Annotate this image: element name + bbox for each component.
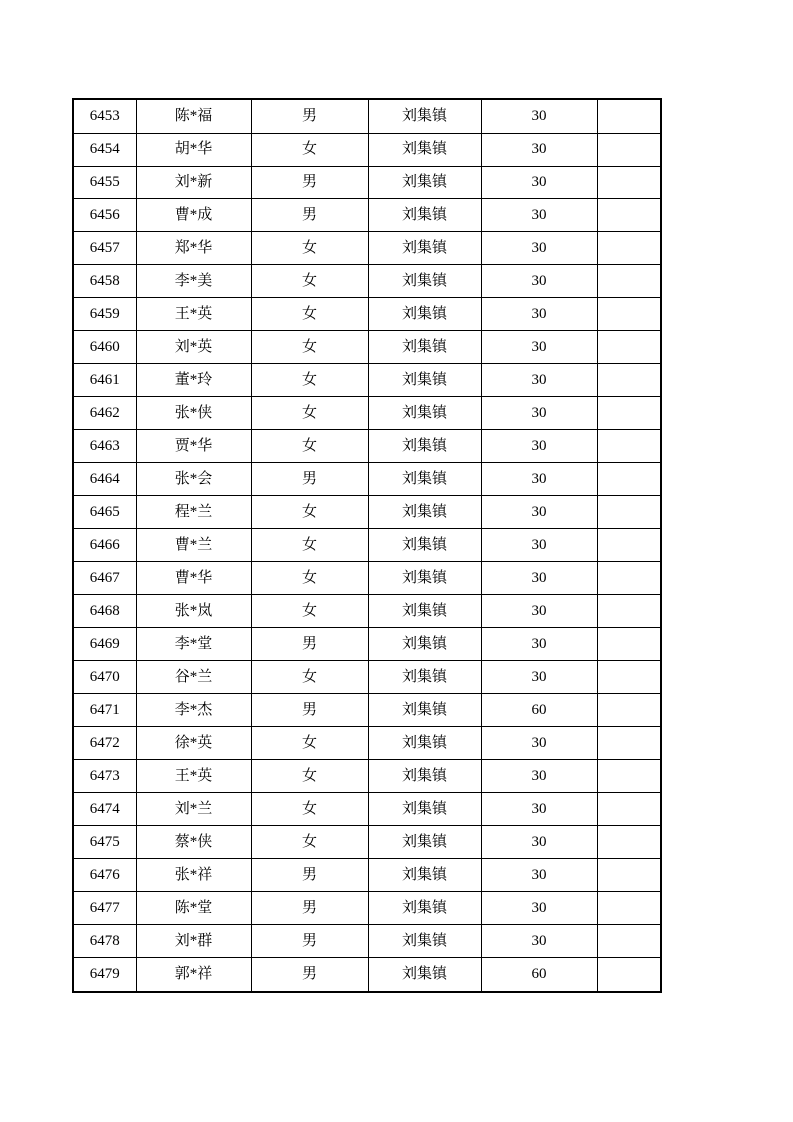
cell-blank — [597, 430, 661, 463]
cell-town: 刘集镇 — [368, 265, 481, 298]
cell-amount: 30 — [481, 628, 597, 661]
cell-amount: 30 — [481, 265, 597, 298]
cell-town: 刘集镇 — [368, 925, 481, 958]
cell-name: 谷*兰 — [136, 661, 251, 694]
roster-body — [73, 99, 661, 992]
cell-blank — [597, 331, 661, 364]
cell-amount: 30 — [481, 232, 597, 265]
cell-town: 刘集镇 — [368, 760, 481, 793]
table-row — [73, 595, 661, 628]
cell-blank — [597, 925, 661, 958]
cell-amount: 30 — [481, 298, 597, 331]
cell-blank — [597, 529, 661, 562]
cell-town: 刘集镇 — [368, 463, 481, 496]
cell-amount: 30 — [481, 397, 597, 430]
cell-serial: 6475 — [73, 826, 136, 859]
cell-town: 刘集镇 — [368, 397, 481, 430]
cell-blank — [597, 958, 661, 992]
cell-amount: 30 — [481, 661, 597, 694]
cell-amount: 30 — [481, 496, 597, 529]
cell-serial: 6472 — [73, 727, 136, 760]
cell-gender: 女 — [251, 397, 368, 430]
cell-blank — [597, 232, 661, 265]
cell-serial: 6466 — [73, 529, 136, 562]
cell-serial: 6458 — [73, 265, 136, 298]
cell-gender: 女 — [251, 298, 368, 331]
cell-blank — [597, 166, 661, 199]
cell-blank — [597, 364, 661, 397]
cell-amount: 30 — [481, 529, 597, 562]
table-row — [73, 727, 661, 760]
cell-town: 刘集镇 — [368, 562, 481, 595]
cell-gender: 女 — [251, 727, 368, 760]
cell-gender: 女 — [251, 496, 368, 529]
cell-gender: 女 — [251, 331, 368, 364]
cell-town: 刘集镇 — [368, 826, 481, 859]
cell-town: 刘集镇 — [368, 628, 481, 661]
cell-amount: 30 — [481, 892, 597, 925]
cell-name: 李*堂 — [136, 628, 251, 661]
cell-name: 董*玲 — [136, 364, 251, 397]
cell-name: 贾*华 — [136, 430, 251, 463]
table-row — [73, 793, 661, 826]
cell-name: 蔡*侠 — [136, 826, 251, 859]
cell-name: 胡*华 — [136, 133, 251, 166]
table-row — [73, 826, 661, 859]
cell-gender: 女 — [251, 430, 368, 463]
cell-serial: 6467 — [73, 562, 136, 595]
cell-serial: 6457 — [73, 232, 136, 265]
cell-serial: 6479 — [73, 958, 136, 992]
cell-name: 程*兰 — [136, 496, 251, 529]
table-row — [73, 562, 661, 595]
cell-amount: 30 — [481, 331, 597, 364]
cell-gender: 男 — [251, 99, 368, 133]
cell-amount: 30 — [481, 430, 597, 463]
cell-gender: 男 — [251, 925, 368, 958]
cell-name: 张*祥 — [136, 859, 251, 892]
cell-serial: 6470 — [73, 661, 136, 694]
cell-name: 曹*华 — [136, 562, 251, 595]
cell-amount: 30 — [481, 859, 597, 892]
cell-name: 刘*群 — [136, 925, 251, 958]
cell-blank — [597, 595, 661, 628]
cell-gender: 男 — [251, 694, 368, 727]
table-row — [73, 331, 661, 364]
cell-gender: 男 — [251, 166, 368, 199]
cell-gender: 女 — [251, 760, 368, 793]
table-row — [73, 760, 661, 793]
table-row — [73, 694, 661, 727]
cell-serial: 6471 — [73, 694, 136, 727]
cell-name: 郑*华 — [136, 232, 251, 265]
cell-name: 曹*兰 — [136, 529, 251, 562]
cell-town: 刘集镇 — [368, 958, 481, 992]
cell-gender: 女 — [251, 793, 368, 826]
cell-serial: 6476 — [73, 859, 136, 892]
cell-town: 刘集镇 — [368, 727, 481, 760]
cell-town: 刘集镇 — [368, 793, 481, 826]
table-row — [73, 628, 661, 661]
cell-town: 刘集镇 — [368, 661, 481, 694]
cell-gender: 男 — [251, 463, 368, 496]
cell-amount: 30 — [481, 562, 597, 595]
roster-table — [72, 98, 662, 993]
cell-amount: 30 — [481, 727, 597, 760]
cell-name: 陈*堂 — [136, 892, 251, 925]
cell-name: 王*英 — [136, 760, 251, 793]
cell-blank — [597, 760, 661, 793]
cell-name: 曹*成 — [136, 199, 251, 232]
cell-name: 陈*福 — [136, 99, 251, 133]
cell-town: 刘集镇 — [368, 529, 481, 562]
cell-amount: 30 — [481, 199, 597, 232]
table-row — [73, 430, 661, 463]
cell-amount: 30 — [481, 595, 597, 628]
cell-blank — [597, 463, 661, 496]
cell-town: 刘集镇 — [368, 199, 481, 232]
cell-blank — [597, 298, 661, 331]
cell-blank — [597, 628, 661, 661]
cell-town: 刘集镇 — [368, 694, 481, 727]
cell-gender: 男 — [251, 199, 368, 232]
table-row — [73, 166, 661, 199]
cell-blank — [597, 892, 661, 925]
cell-blank — [597, 397, 661, 430]
cell-name: 刘*英 — [136, 331, 251, 364]
table-row — [73, 463, 661, 496]
cell-serial: 6463 — [73, 430, 136, 463]
cell-name: 张*岚 — [136, 595, 251, 628]
cell-amount: 30 — [481, 364, 597, 397]
cell-blank — [597, 99, 661, 133]
cell-town: 刘集镇 — [368, 430, 481, 463]
cell-town: 刘集镇 — [368, 496, 481, 529]
cell-gender: 女 — [251, 364, 368, 397]
cell-blank — [597, 694, 661, 727]
table-row — [73, 529, 661, 562]
table-row — [73, 232, 661, 265]
cell-blank — [597, 859, 661, 892]
table-row — [73, 661, 661, 694]
cell-gender: 女 — [251, 232, 368, 265]
cell-amount: 30 — [481, 826, 597, 859]
cell-blank — [597, 199, 661, 232]
cell-amount: 60 — [481, 694, 597, 727]
cell-serial: 6464 — [73, 463, 136, 496]
cell-town: 刘集镇 — [368, 99, 481, 133]
cell-serial: 6462 — [73, 397, 136, 430]
cell-town: 刘集镇 — [368, 892, 481, 925]
cell-name: 刘*兰 — [136, 793, 251, 826]
cell-gender: 男 — [251, 859, 368, 892]
cell-gender: 男 — [251, 628, 368, 661]
cell-blank — [597, 727, 661, 760]
cell-amount: 30 — [481, 793, 597, 826]
cell-amount: 60 — [481, 958, 597, 992]
cell-name: 郭*祥 — [136, 958, 251, 992]
cell-blank — [597, 496, 661, 529]
table-row — [73, 925, 661, 958]
cell-amount: 30 — [481, 133, 597, 166]
cell-amount: 30 — [481, 166, 597, 199]
cell-serial: 6477 — [73, 892, 136, 925]
cell-serial: 6461 — [73, 364, 136, 397]
cell-serial: 6460 — [73, 331, 136, 364]
cell-gender: 女 — [251, 595, 368, 628]
cell-serial: 6469 — [73, 628, 136, 661]
table-row — [73, 99, 661, 133]
cell-gender: 男 — [251, 892, 368, 925]
cell-serial: 6465 — [73, 496, 136, 529]
cell-serial: 6453 — [73, 99, 136, 133]
cell-amount: 30 — [481, 760, 597, 793]
cell-gender: 女 — [251, 265, 368, 298]
cell-town: 刘集镇 — [368, 133, 481, 166]
cell-town: 刘集镇 — [368, 166, 481, 199]
cell-name: 张*侠 — [136, 397, 251, 430]
cell-serial: 6468 — [73, 595, 136, 628]
cell-serial: 6478 — [73, 925, 136, 958]
cell-gender: 女 — [251, 133, 368, 166]
table-row — [73, 397, 661, 430]
cell-name: 王*英 — [136, 298, 251, 331]
table-row — [73, 265, 661, 298]
table-row — [73, 199, 661, 232]
cell-blank — [597, 826, 661, 859]
cell-blank — [597, 661, 661, 694]
cell-name: 刘*新 — [136, 166, 251, 199]
cell-serial: 6454 — [73, 133, 136, 166]
cell-name: 徐*英 — [136, 727, 251, 760]
cell-serial: 6455 — [73, 166, 136, 199]
cell-serial: 6474 — [73, 793, 136, 826]
cell-town: 刘集镇 — [368, 232, 481, 265]
table-row — [73, 859, 661, 892]
cell-town: 刘集镇 — [368, 364, 481, 397]
cell-serial: 6456 — [73, 199, 136, 232]
cell-name: 李*美 — [136, 265, 251, 298]
table-row — [73, 298, 661, 331]
cell-amount: 30 — [481, 463, 597, 496]
table-row — [73, 364, 661, 397]
cell-town: 刘集镇 — [368, 298, 481, 331]
cell-serial: 6459 — [73, 298, 136, 331]
table-row — [73, 133, 661, 166]
table-row — [73, 496, 661, 529]
cell-gender: 女 — [251, 529, 368, 562]
cell-blank — [597, 265, 661, 298]
cell-serial: 6473 — [73, 760, 136, 793]
cell-blank — [597, 793, 661, 826]
cell-amount: 30 — [481, 99, 597, 133]
cell-town: 刘集镇 — [368, 331, 481, 364]
cell-blank — [597, 133, 661, 166]
cell-gender: 女 — [251, 661, 368, 694]
cell-town: 刘集镇 — [368, 859, 481, 892]
cell-gender: 男 — [251, 958, 368, 992]
cell-name: 张*会 — [136, 463, 251, 496]
table-row — [73, 958, 661, 992]
cell-town: 刘集镇 — [368, 595, 481, 628]
cell-amount: 30 — [481, 925, 597, 958]
cell-gender: 女 — [251, 826, 368, 859]
cell-name: 李*杰 — [136, 694, 251, 727]
cell-gender: 女 — [251, 562, 368, 595]
cell-blank — [597, 562, 661, 595]
table-row — [73, 892, 661, 925]
